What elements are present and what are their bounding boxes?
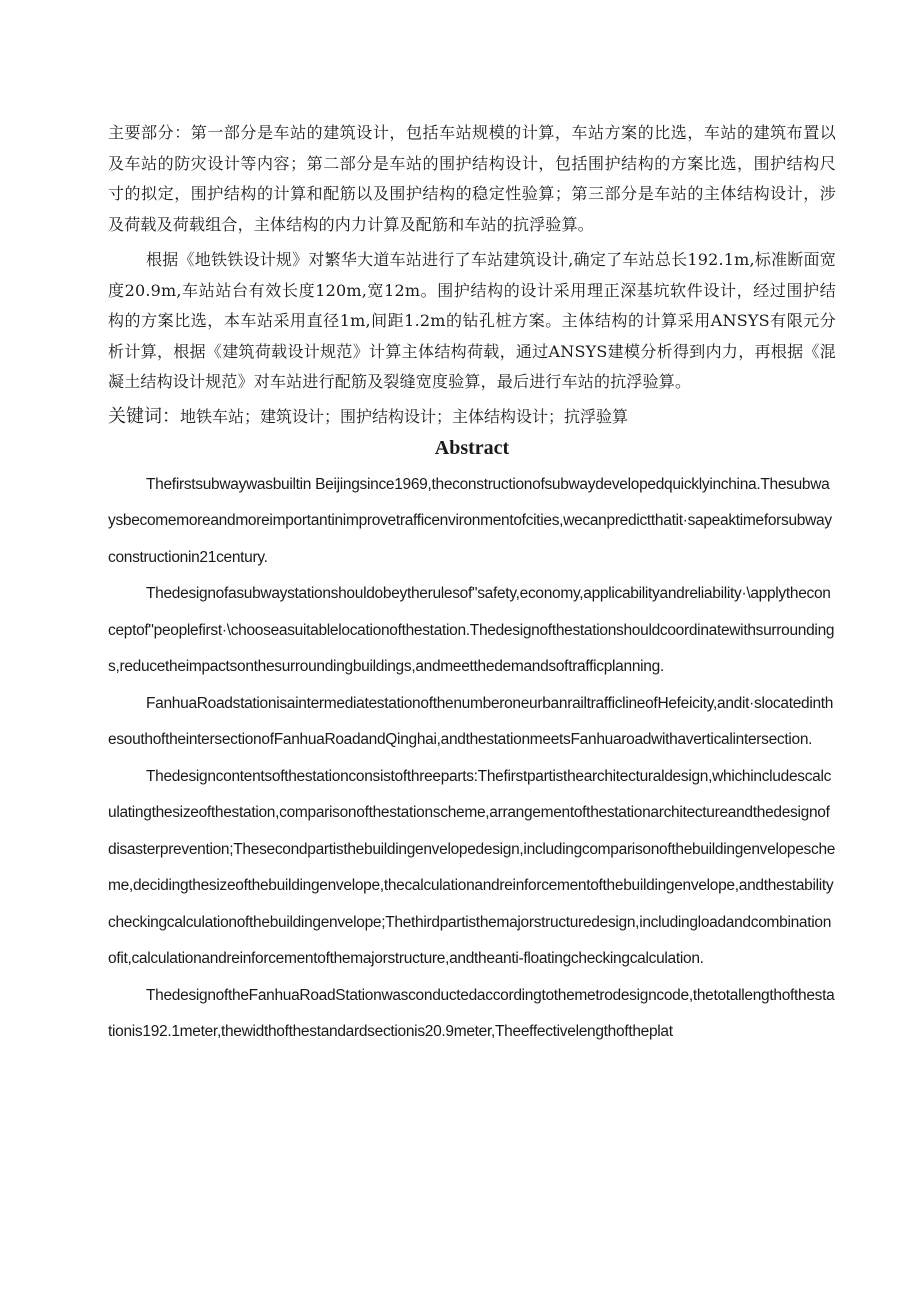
- keywords-label: 关键词：: [108, 405, 180, 427]
- abstract-paragraph-5: ThedesignoftheFanhuaRoadStationwasconductedaccordingtothemetrodesigncode,thetotallengthofthestationis192.1meter,thewidthofthestandardsectionis20.9meter,Theeffectivelengthoftheplat: [108, 986, 835, 1040]
- abstract-paragraph-4: Thedesigncontentsofthestationconsistofthreeparts:Thefirstpartisthearchitecturaldesign,whichincludescalculatingthesizeofthestation,comparisonofthestationscheme,arrangementofthestationarchitectureandthedesignofdisasterprevention;Thesecondpartisthebuildingenvelopedesign,includingcomparisonofthebuildingenvelopescheme,decidingthesizeofthebuildingenvelope,thecalculationandreinforcementofthebuildingenvelope,andthestabilitycheckingcalculationofthebuildingenvelope;Thethirdpartisthemajorstructuredesign,includingloadandcombinationofit,calculationandreinforcementofthemajorstructure,andtheanti-floatingcheckingcalculation.: [108, 767, 836, 967]
- document-page: [108, 118, 836, 1051]
- chinese-paragraph-2: 根据《地铁铁设计规》对繁华大道车站进行了车站建筑设计,确定了车站总长192.1m,标准断面宽度20.9m,车站站台有效长度120m,宽12m。围护结构的设计采用理正深基坑软件设计，经过围护结构的方案比选，本车站采用直径1m,间距1.2m的钻孔桩方案。主体结构的计算采用ANSYS有限元分析计算，根据《建筑荷载设计规范》计算主体结构荷载，通过ANSYS建模分析得到内力，再根据《混凝土结构设计规范》对车站进行配筋及裂缝宽度验算，最后进行车站的抗浮验算。: [108, 250, 836, 391]
- abstract-paragraph-3: FanhuaRoadstationisaintermediatestationofthenumberoneurbanrailtrafficlineofHefeicity,andit·slocatedinthesouthoftheintersectionofFanhuaRoadandQinghai,andthestationmeetsFanhuaroadwithaverticalintersection.: [108, 694, 834, 748]
- abstract-title: Abstract: [434, 436, 510, 459]
- chinese-paragraph-1: 主要部分：第一部分是车站的建筑设计，包括车站规模的计算，车站方案的比选，车站的建筑布置以及车站的防灾设计等内容；第二部分是车站的围护结构设计，包括围护结构的方案比选，围护结构尺寸的拟定，围护结构的计算和配筋以及围护结构的稳定性验算；第三部分是车站的主体结构设计，涉及荷载及荷载组合，主体结构的内力计算及配筋和车站的抗浮验算。: [108, 123, 836, 234]
- keywords-line: [108, 403, 836, 431]
- keywords-text: 地铁车站；建筑设计；围护结构设计；主体结构设计；抗浮验算: [180, 406, 629, 426]
- abstract-paragraph-1: Thefirstsubwaywasbuiltin Beijingsince1969,theconstructionofsubwaydevelopedquicklyinchina.Thesubwaysbecomemoreandmoreimportantinimprovetrafficenvironmentofcities,wecanpredictthatit·sapeaktimeforsubwayconstructionin21century.: [108, 475, 832, 566]
- abstract-paragraph-2: Thedesignofasubwaystationshouldobeytherulesof"safety,economy,applicabilityandreliability·\applytheconceptof"peoplefirst·\chooseasuitablelocationofthestation.Thedesignofthestationshouldcoordinatewithsurroundings,reducetheimpactsonthesurroundingbuildings,andmeetthedemandsoftrafficplanning.: [108, 585, 835, 675]
